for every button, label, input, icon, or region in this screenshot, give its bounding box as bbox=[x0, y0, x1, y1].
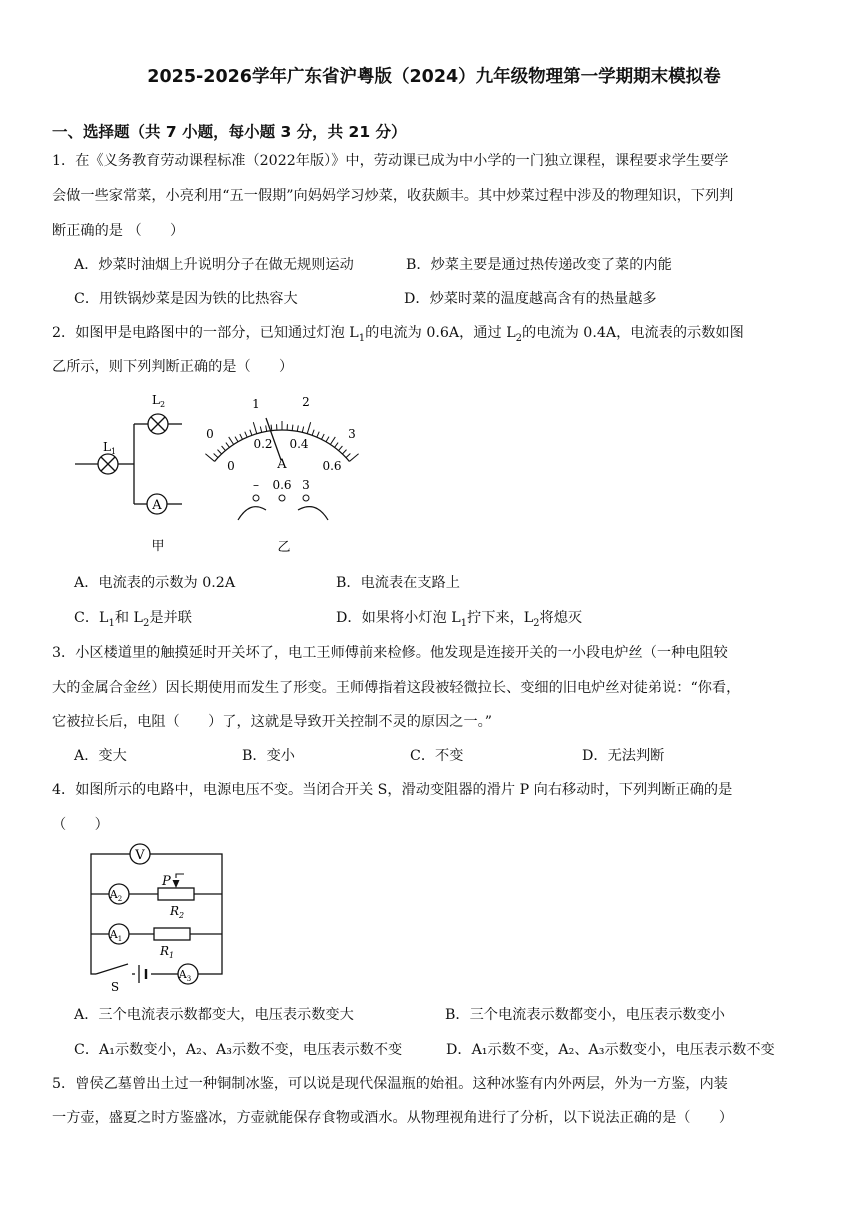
question-3-line-1: 3．小区楼道里的触摸延时开关坏了，电工王师傅前来检修。他发现是连接开关的一小段电炉丝（一种电阻较 bbox=[52, 645, 728, 661]
svg-text:A1: $A_1$ bbox=[109, 928, 123, 943]
svg-text:A3: $A_3$ bbox=[178, 968, 192, 983]
question-3-line-3: 它被拉长后，电阻（ ）了，这就是导致开关控制不灵的原因之一。” bbox=[52, 714, 492, 730]
dial-tick bbox=[271, 425, 272, 431]
ammeter-a2-icon bbox=[109, 884, 129, 904]
section-heading: 一、选择题（共 7 小题，每小题 3 分，共 21 分） bbox=[52, 123, 407, 141]
q1-option-b: B．炒菜主要是通过热传递改变了菜的内能 bbox=[406, 257, 672, 273]
dial-tick bbox=[214, 453, 218, 457]
dial-tick bbox=[342, 450, 346, 454]
question-1-line-1: 1．在《义务教育劳动课程标准（2022年版）》中，劳动课已成为中小学的一门独立课程，课程要求学生要学 bbox=[52, 153, 729, 169]
q3-option-b: B．变小 bbox=[242, 748, 295, 764]
svg-text:S: S bbox=[110, 980, 120, 993]
dial-tick bbox=[349, 454, 358, 462]
dial-top-tick-1: 1 bbox=[252, 397, 260, 411]
question-5-line-2: 一方壶，盛夏之时方鉴盛冰，方壶就能保存食物或酒水。从物理视角进行了分析，以下说法正确的是（ ） bbox=[52, 1110, 734, 1126]
ammeter-dial-figure-yi bbox=[198, 388, 368, 558]
terminal-negative-label: – bbox=[253, 478, 259, 492]
dial-tick bbox=[222, 446, 226, 451]
question-4-line-2: （ ） bbox=[52, 817, 109, 833]
dial-tick bbox=[302, 427, 303, 433]
q4-option-a: A．三个电流表示数都变大，电压表示数变大 bbox=[74, 1007, 354, 1023]
q4-option-c: C．A₁示数变小，A₂、A₃示数不变，电压表示数不变 bbox=[74, 1042, 403, 1058]
dial-tick bbox=[307, 422, 310, 433]
figure-label-jia: 甲 bbox=[151, 539, 165, 554]
dial-tick bbox=[321, 434, 324, 439]
terminal-3-label: 3 bbox=[302, 478, 310, 492]
svg-text:R2: $R_2$ bbox=[170, 904, 185, 920]
dial-bottom-tick-1: 0.2 bbox=[253, 437, 273, 451]
dial-bottom-tick-2: 0.4 bbox=[289, 437, 309, 451]
dial-tick bbox=[266, 425, 267, 431]
dial-tick bbox=[240, 434, 243, 439]
dial-tick bbox=[326, 437, 329, 442]
lamp-l2-icon bbox=[148, 414, 168, 434]
svg-text:A: A bbox=[152, 498, 162, 513]
figure-label-yi: 乙 bbox=[277, 540, 291, 555]
lamp-l1-icon bbox=[98, 454, 118, 474]
voltmeter-icon bbox=[130, 844, 150, 864]
resistor-r1 bbox=[154, 928, 190, 940]
dial-bottom-tick-0: 0 bbox=[227, 459, 235, 473]
dial-tick bbox=[346, 453, 350, 457]
dial-scale bbox=[205, 421, 358, 461]
q1-option-c: C．用铁锅炒菜是因为铁的比热容大 bbox=[74, 291, 298, 307]
dial-tick bbox=[217, 450, 221, 454]
dial-tick bbox=[235, 437, 238, 442]
circuit-figure-jia bbox=[70, 388, 200, 558]
question-4-line-1: 4．如图所示的电路中，电源电压不变。当闭合开关 S，滑动变阻器的滑片 P 向右移动时，下列判断正确的是 bbox=[52, 782, 733, 798]
dial-tick bbox=[245, 432, 247, 438]
q3-option-a: A．变大 bbox=[74, 748, 127, 764]
circuit-figure-q4 bbox=[80, 838, 240, 993]
dial-tick bbox=[205, 454, 214, 462]
question-2-line-2: 乙所示，则下列判断正确的是（ ） bbox=[52, 359, 294, 375]
question-3-line-2: 大的金属合金丝）因长期使用而发生了形变。王师傅指着这段被轻微拉长、变细的旧电炉丝对徒弟说：“你看， bbox=[52, 680, 741, 696]
rheostat-r2 bbox=[158, 888, 194, 900]
ammeter-icon bbox=[147, 494, 167, 514]
q2-option-d: D．如果将小灯泡 $L_1$拧下来，$L_2$将熄灭 bbox=[336, 610, 583, 629]
page-title: 2025-2026学年广东省沪粤版（2024）九年级物理第一学期期末模拟卷 bbox=[147, 67, 721, 87]
dial-tick bbox=[297, 425, 298, 431]
dial-bottom-tick-3: 0.6 bbox=[322, 459, 342, 473]
dial-tick bbox=[312, 430, 314, 436]
q2-option-c: C．$L_1$和 $L_2$是并联 bbox=[74, 610, 192, 629]
slider-p-arrow bbox=[173, 880, 180, 888]
dial-tick bbox=[260, 427, 261, 433]
dial-tick bbox=[339, 446, 343, 451]
q4-option-d: D．A₁示数不变，A₂、A₃示数变小，电压表示数不变 bbox=[446, 1042, 775, 1058]
q2-option-a: A．电流表的示数为 0.2A bbox=[74, 575, 236, 591]
q1-option-d: D．炒菜时菜的温度越高含有的热量越多 bbox=[404, 291, 657, 307]
question-1-line-3: 断正确的是 （ ） bbox=[52, 223, 185, 239]
dial-tick bbox=[335, 443, 339, 448]
dial-top-tick-3: 3 bbox=[348, 427, 356, 441]
svg-text:L1: $L_1$ bbox=[103, 440, 117, 456]
q4-option-b: B．三个电流表示数都变小，电压表示数变小 bbox=[445, 1007, 725, 1023]
dial-tick bbox=[229, 437, 234, 445]
q3-option-c: C．不变 bbox=[410, 748, 464, 764]
dial-unit-label: A bbox=[277, 457, 287, 472]
q3-option-d: D．无法判断 bbox=[582, 748, 665, 764]
dial-top-tick-2: 2 bbox=[302, 395, 310, 409]
dial-top-tick-0: 0 bbox=[206, 427, 214, 441]
dial-tick bbox=[253, 422, 256, 433]
dial-tick bbox=[317, 432, 319, 438]
terminal-06-label: 0.6 bbox=[272, 478, 292, 492]
svg-text:R1: $R_1$ bbox=[160, 944, 175, 960]
ammeter-a3-icon bbox=[178, 964, 198, 984]
question-1-line-2: 会做一些家常菜，小亮利用“五一假期”向妈妈学习炒菜，收获颇丰。其中炒菜过程中涉及的物理知识，下列判 bbox=[52, 188, 734, 204]
svg-text:A2: $A_2$ bbox=[109, 888, 123, 903]
question-2-line-1: 2．如图甲是电路图中的一部分，已知通过灯泡 $L_1$的电流为 0.6A，通过 $L_2$的电流为 0.4A，电流表的示数如图 bbox=[52, 325, 744, 344]
q1-option-a: A．炒菜时油烟上升说明分子在做无规则运动 bbox=[74, 257, 354, 273]
svg-text:L2: $L_2$ bbox=[152, 393, 166, 409]
svg-text:P: P bbox=[162, 874, 171, 889]
q2-option-b: B．电流表在支路上 bbox=[336, 575, 460, 591]
question-5-line-1: 5．曾侯乙墓曾出土过一种铜制冰鉴，可以说是现代保温瓶的始祖。这种冰鉴有内外两层，外为一方鉴，内装 bbox=[52, 1076, 728, 1092]
ammeter-a1-icon bbox=[109, 924, 129, 944]
dial-tick bbox=[226, 443, 230, 448]
svg-text:V: V bbox=[135, 848, 145, 863]
dial-tick bbox=[330, 437, 335, 445]
dial-tick bbox=[250, 430, 252, 436]
dial-tick bbox=[292, 425, 293, 431]
